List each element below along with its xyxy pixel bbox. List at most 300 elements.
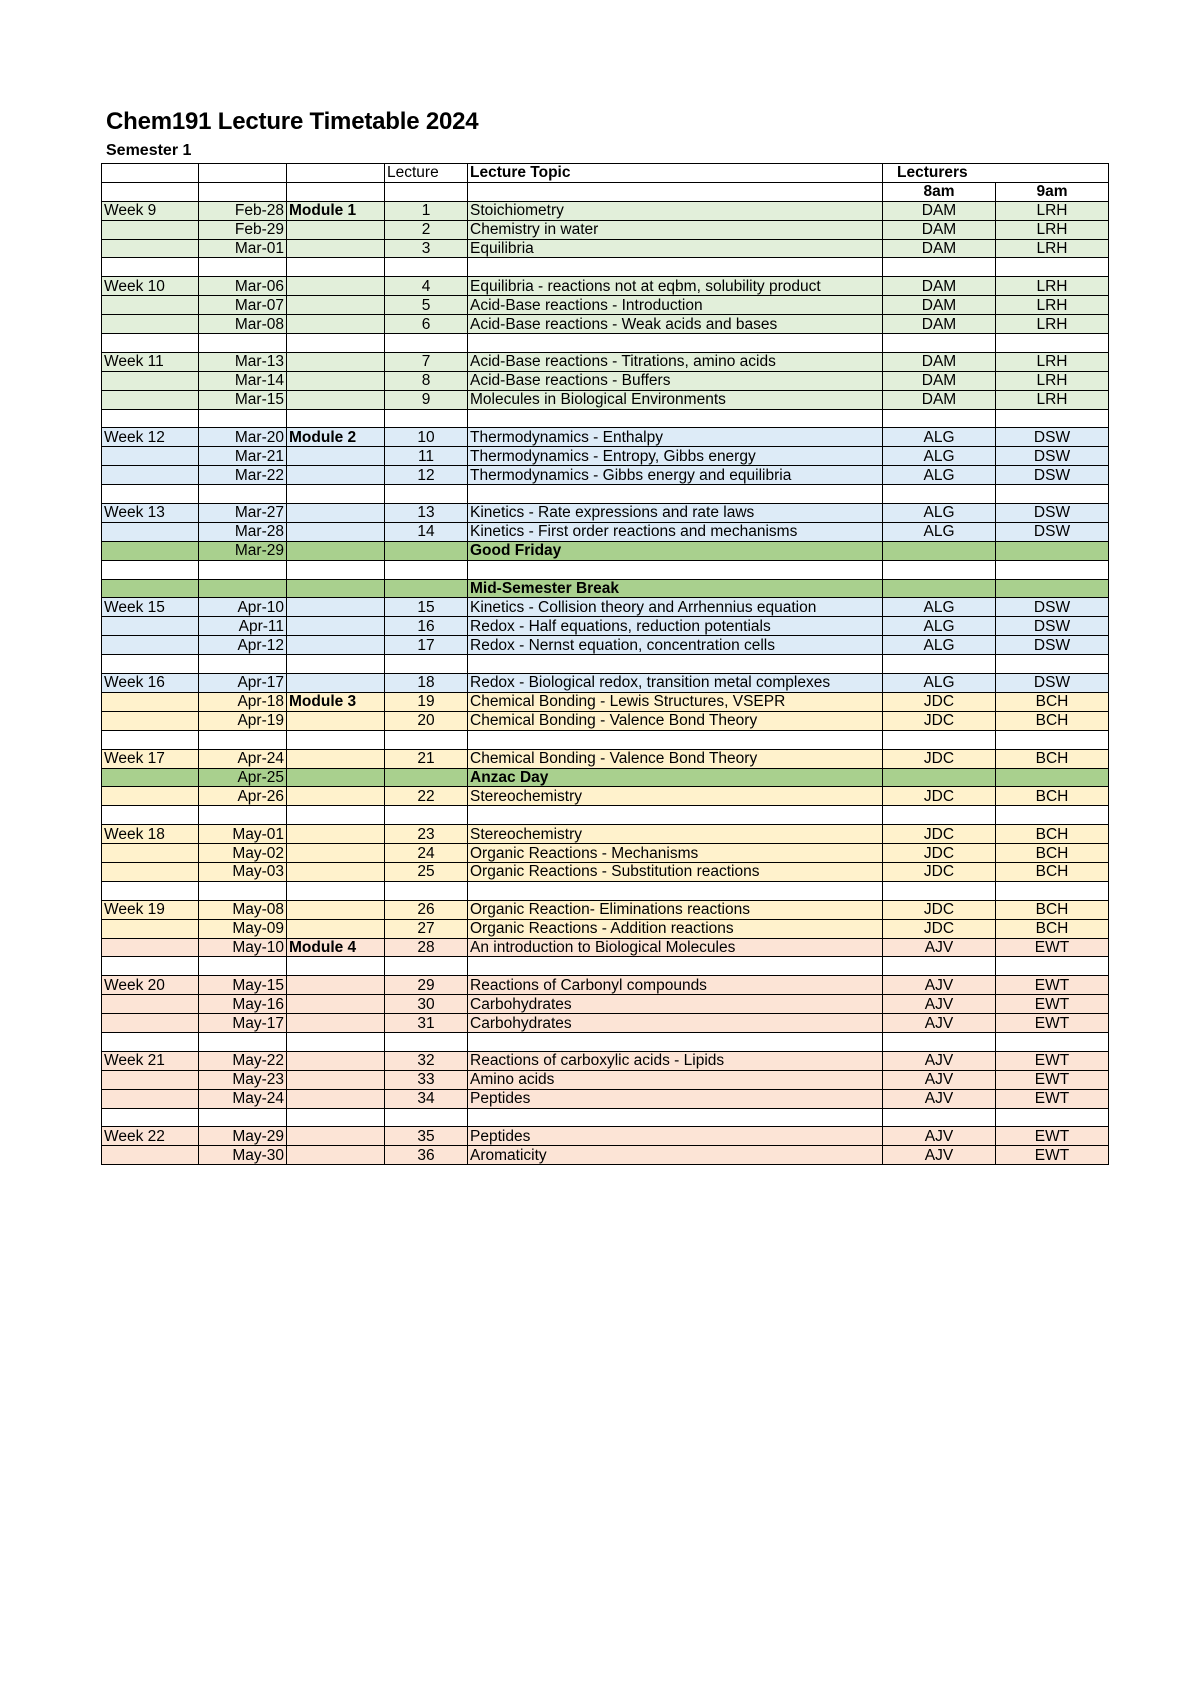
lecture-number-cell: 14 <box>385 522 468 541</box>
empty-cell <box>385 560 468 579</box>
lecturer-9am-cell: LRH <box>996 315 1109 334</box>
subheader-row <box>102 182 1109 201</box>
lecturer-8am-cell: ALG <box>883 674 996 693</box>
lecturer-8am-cell: ALG <box>883 522 996 541</box>
lecture-row <box>102 711 1109 730</box>
empty-cell <box>102 1108 199 1127</box>
empty-cell <box>199 409 287 428</box>
lecture-row <box>102 674 1109 693</box>
topic-cell: Peptides <box>468 1089 883 1108</box>
module-cell <box>287 466 385 485</box>
lecturer-8am-cell: DAM <box>883 201 996 220</box>
lecturer-8am-cell: ALG <box>883 598 996 617</box>
lecture-number-cell: 10 <box>385 428 468 447</box>
lecture-row <box>102 938 1109 957</box>
empty-cell <box>385 1108 468 1127</box>
lecturer-8am-cell: ALG <box>883 466 996 485</box>
header-lecturers: Lecturers <box>883 164 1109 183</box>
week-cell <box>102 844 199 863</box>
lecture-number-cell: 13 <box>385 504 468 523</box>
week-cell <box>102 579 199 598</box>
topic-cell: Carbohydrates <box>468 1014 883 1033</box>
lecture-row <box>102 787 1109 806</box>
date-cell: Mar-27 <box>199 504 287 523</box>
empty-cell <box>468 730 883 749</box>
lecture-number-cell: 18 <box>385 674 468 693</box>
lecturer-8am-cell: DAM <box>883 371 996 390</box>
empty-cell <box>287 1032 385 1051</box>
lecturer-8am-cell: JDC <box>883 900 996 919</box>
lecturer-8am-cell: DAM <box>883 352 996 371</box>
module-cell <box>287 862 385 881</box>
week-cell <box>102 636 199 655</box>
header-cell-empty <box>199 182 287 201</box>
lecture-row <box>102 919 1109 938</box>
lecturer-9am-cell: DSW <box>996 504 1109 523</box>
lecturer-9am-cell: DSW <box>996 428 1109 447</box>
lecture-number-cell: 23 <box>385 825 468 844</box>
topic-cell: An introduction to Biological Molecules <box>468 938 883 957</box>
empty-cell <box>996 957 1109 976</box>
lecturer-8am-cell: DAM <box>883 315 996 334</box>
week-cell: Week 13 <box>102 504 199 523</box>
empty-cell <box>883 485 996 504</box>
lecture-row <box>102 598 1109 617</box>
empty-cell <box>102 409 199 428</box>
empty-cell <box>385 806 468 825</box>
week-cell: Week 9 <box>102 201 199 220</box>
empty-cell <box>996 730 1109 749</box>
empty-cell <box>287 881 385 900</box>
topic-cell: Aromaticity <box>468 1146 883 1165</box>
week-cell <box>102 919 199 938</box>
lecture-number-cell: 34 <box>385 1089 468 1108</box>
lecturer-9am-cell: DSW <box>996 617 1109 636</box>
module-cell: Module 4 <box>287 938 385 957</box>
lecture-row <box>102 1146 1109 1165</box>
lecture-number-cell <box>385 579 468 598</box>
date-cell: Mar-06 <box>199 277 287 296</box>
week-cell: Week 10 <box>102 277 199 296</box>
empty-cell <box>883 957 996 976</box>
lecturer-9am-cell: EWT <box>996 1089 1109 1108</box>
week-cell <box>102 617 199 636</box>
lecture-row <box>102 1089 1109 1108</box>
module-cell <box>287 844 385 863</box>
date-cell: Mar-22 <box>199 466 287 485</box>
lecture-number-cell: 31 <box>385 1014 468 1033</box>
lecture-row <box>102 995 1109 1014</box>
topic-cell: Redox - Biological redox, transition metal complexes <box>468 674 883 693</box>
empty-cell <box>102 730 199 749</box>
date-cell: Mar-07 <box>199 296 287 315</box>
empty-cell <box>883 1108 996 1127</box>
module-cell <box>287 220 385 239</box>
lecturer-9am-cell <box>996 579 1109 598</box>
lecturer-8am-cell: ALG <box>883 617 996 636</box>
header-slot-9am: 9am <box>996 182 1109 201</box>
lecturer-9am-cell: LRH <box>996 296 1109 315</box>
empty-cell <box>883 560 996 579</box>
lecture-number-cell: 28 <box>385 938 468 957</box>
empty-cell <box>468 560 883 579</box>
empty-cell <box>996 334 1109 353</box>
lecture-number-cell: 15 <box>385 598 468 617</box>
empty-cell <box>102 560 199 579</box>
empty-cell <box>468 258 883 277</box>
empty-cell <box>883 258 996 277</box>
spacer-row <box>102 881 1109 900</box>
empty-cell <box>287 1108 385 1127</box>
module-cell <box>287 352 385 371</box>
lecturer-9am-cell: LRH <box>996 390 1109 409</box>
spacer-row <box>102 485 1109 504</box>
spacer-row <box>102 409 1109 428</box>
date-cell: Apr-19 <box>199 711 287 730</box>
empty-cell <box>199 655 287 674</box>
empty-cell <box>468 1032 883 1051</box>
empty-cell <box>468 1108 883 1127</box>
date-cell: Feb-28 <box>199 201 287 220</box>
lecture-number-cell <box>385 768 468 787</box>
topic-cell: Amino acids <box>468 1070 883 1089</box>
date-cell: Apr-24 <box>199 749 287 768</box>
lecture-number-cell: 25 <box>385 862 468 881</box>
page-title: Chem191 Lecture Timetable 2024 <box>106 108 479 135</box>
lecture-row <box>102 862 1109 881</box>
lecturer-9am-cell: BCH <box>996 862 1109 881</box>
lecturer-9am-cell: EWT <box>996 1051 1109 1070</box>
lecturer-8am-cell: DAM <box>883 239 996 258</box>
topic-cell: Carbohydrates <box>468 995 883 1014</box>
module-cell: Module 3 <box>287 692 385 711</box>
lecture-row <box>102 1014 1109 1033</box>
topic-cell: Stereochemistry <box>468 825 883 844</box>
lecturer-8am-cell: AJV <box>883 1051 996 1070</box>
date-cell: Apr-25 <box>199 768 287 787</box>
module-cell <box>287 447 385 466</box>
empty-cell <box>385 334 468 353</box>
lecturer-9am-cell: EWT <box>996 938 1109 957</box>
lecturer-8am-cell: JDC <box>883 825 996 844</box>
module-cell <box>287 617 385 636</box>
empty-cell <box>287 485 385 504</box>
header-cell-empty <box>468 182 883 201</box>
module-cell <box>287 579 385 598</box>
lecture-number-cell <box>385 541 468 560</box>
lecturer-8am-cell: AJV <box>883 1014 996 1033</box>
topic-cell: Anzac Day <box>468 768 883 787</box>
holiday-row <box>102 768 1109 787</box>
spacer-row <box>102 334 1109 353</box>
lecture-row <box>102 692 1109 711</box>
lecturer-8am-cell: AJV <box>883 1070 996 1089</box>
lecture-number-cell: 35 <box>385 1127 468 1146</box>
empty-cell <box>199 957 287 976</box>
topic-cell: Reactions of Carbonyl compounds <box>468 976 883 995</box>
lecture-row <box>102 1127 1109 1146</box>
module-cell <box>287 674 385 693</box>
empty-cell <box>385 881 468 900</box>
module-cell <box>287 1051 385 1070</box>
empty-cell <box>287 560 385 579</box>
semester-label: Semester 1 <box>106 142 192 159</box>
date-cell <box>199 579 287 598</box>
module-cell <box>287 976 385 995</box>
week-cell: Week 22 <box>102 1127 199 1146</box>
topic-cell: Peptides <box>468 1127 883 1146</box>
empty-cell <box>883 730 996 749</box>
date-cell: Mar-01 <box>199 239 287 258</box>
lecture-number-cell: 4 <box>385 277 468 296</box>
week-cell <box>102 1014 199 1033</box>
empty-cell <box>385 957 468 976</box>
lecturer-9am-cell: EWT <box>996 1070 1109 1089</box>
lecture-number-cell: 29 <box>385 976 468 995</box>
module-cell <box>287 995 385 1014</box>
empty-cell <box>468 334 883 353</box>
empty-cell <box>287 334 385 353</box>
spacer-row <box>102 1108 1109 1127</box>
spacer-row <box>102 655 1109 674</box>
lecture-row <box>102 315 1109 334</box>
timetable <box>101 163 1109 1165</box>
lecturer-9am-cell: BCH <box>996 919 1109 938</box>
empty-cell <box>996 258 1109 277</box>
topic-cell: Organic Reactions - Mechanisms <box>468 844 883 863</box>
holiday-row <box>102 579 1109 598</box>
topic-cell: Chemistry in water <box>468 220 883 239</box>
date-cell: Feb-29 <box>199 220 287 239</box>
empty-cell <box>385 730 468 749</box>
date-cell: Mar-29 <box>199 541 287 560</box>
date-cell: May-15 <box>199 976 287 995</box>
module-cell <box>287 900 385 919</box>
lecture-row <box>102 371 1109 390</box>
lecturer-8am-cell: JDC <box>883 711 996 730</box>
week-cell <box>102 862 199 881</box>
empty-cell <box>385 655 468 674</box>
empty-cell <box>385 409 468 428</box>
lecture-row <box>102 825 1109 844</box>
lecture-number-cell: 16 <box>385 617 468 636</box>
date-cell: May-17 <box>199 1014 287 1033</box>
empty-cell <box>199 881 287 900</box>
module-cell <box>287 711 385 730</box>
topic-cell: Good Friday <box>468 541 883 560</box>
empty-cell <box>468 485 883 504</box>
topic-cell: Acid-Base reactions - Weak acids and bases <box>468 315 883 334</box>
lecturer-8am-cell: ALG <box>883 504 996 523</box>
lecturer-8am-cell: JDC <box>883 692 996 711</box>
module-cell <box>287 390 385 409</box>
lecturer-9am-cell: BCH <box>996 711 1109 730</box>
lecture-number-cell: 3 <box>385 239 468 258</box>
lecture-row <box>102 428 1109 447</box>
lecture-row <box>102 277 1109 296</box>
lecturer-8am-cell: AJV <box>883 976 996 995</box>
topic-cell: Acid-Base reactions - Buffers <box>468 371 883 390</box>
week-cell: Week 12 <box>102 428 199 447</box>
topic-cell: Chemical Bonding - Valence Bond Theory <box>468 749 883 768</box>
week-cell <box>102 1089 199 1108</box>
lecturer-8am-cell <box>883 768 996 787</box>
date-cell: Apr-26 <box>199 787 287 806</box>
lecture-row <box>102 201 1109 220</box>
topic-cell: Kinetics - First order reactions and mechanisms <box>468 522 883 541</box>
lecture-number-cell: 21 <box>385 749 468 768</box>
module-cell <box>287 239 385 258</box>
lecture-number-cell: 32 <box>385 1051 468 1070</box>
week-cell <box>102 522 199 541</box>
lecturer-9am-cell: LRH <box>996 277 1109 296</box>
lecturer-9am-cell <box>996 541 1109 560</box>
empty-cell <box>102 1032 199 1051</box>
empty-cell <box>102 881 199 900</box>
empty-cell <box>287 655 385 674</box>
empty-cell <box>102 334 199 353</box>
empty-cell <box>468 806 883 825</box>
date-cell: May-01 <box>199 825 287 844</box>
lecture-number-cell: 8 <box>385 371 468 390</box>
empty-cell <box>287 258 385 277</box>
topic-cell: Mid-Semester Break <box>468 579 883 598</box>
lecture-number-cell: 2 <box>385 220 468 239</box>
week-cell <box>102 296 199 315</box>
lecturer-8am-cell: JDC <box>883 787 996 806</box>
lecture-number-cell: 30 <box>385 995 468 1014</box>
lecturer-8am-cell <box>883 579 996 598</box>
topic-cell: Thermodynamics - Entropy, Gibbs energy <box>468 447 883 466</box>
week-cell <box>102 371 199 390</box>
lecturer-9am-cell: BCH <box>996 692 1109 711</box>
lecture-number-cell: 27 <box>385 919 468 938</box>
lecturer-9am-cell: BCH <box>996 825 1109 844</box>
empty-cell <box>199 806 287 825</box>
week-cell: Week 18 <box>102 825 199 844</box>
lecturer-9am-cell: LRH <box>996 201 1109 220</box>
lecturer-9am-cell: DSW <box>996 466 1109 485</box>
module-cell <box>287 1014 385 1033</box>
lecture-row <box>102 617 1109 636</box>
empty-cell <box>385 485 468 504</box>
module-cell <box>287 504 385 523</box>
empty-cell <box>199 485 287 504</box>
lecture-row <box>102 447 1109 466</box>
week-cell <box>102 787 199 806</box>
empty-cell <box>102 258 199 277</box>
lecturer-8am-cell: AJV <box>883 938 996 957</box>
module-cell <box>287 749 385 768</box>
empty-cell <box>287 957 385 976</box>
empty-cell <box>996 485 1109 504</box>
lecture-row <box>102 1070 1109 1089</box>
date-cell: May-02 <box>199 844 287 863</box>
week-cell <box>102 466 199 485</box>
lecturer-9am-cell: DSW <box>996 674 1109 693</box>
week-cell <box>102 1146 199 1165</box>
lecture-row <box>102 749 1109 768</box>
week-cell <box>102 541 199 560</box>
date-cell: May-08 <box>199 900 287 919</box>
lecture-number-cell: 19 <box>385 692 468 711</box>
week-cell <box>102 995 199 1014</box>
spacer-row <box>102 957 1109 976</box>
empty-cell <box>883 881 996 900</box>
module-cell <box>287 768 385 787</box>
lecture-number-cell: 33 <box>385 1070 468 1089</box>
empty-cell <box>199 334 287 353</box>
lecturer-9am-cell: LRH <box>996 352 1109 371</box>
lecturer-9am-cell: EWT <box>996 1127 1109 1146</box>
lecturer-9am-cell: BCH <box>996 844 1109 863</box>
week-cell: Week 15 <box>102 598 199 617</box>
header-cell-empty <box>102 182 199 201</box>
lecturer-8am-cell: DAM <box>883 220 996 239</box>
topic-cell: Equilibria - reactions not at eqbm, solubility product <box>468 277 883 296</box>
empty-cell <box>996 806 1109 825</box>
week-cell: Week 11 <box>102 352 199 371</box>
spacer-row <box>102 258 1109 277</box>
lecture-number-cell: 17 <box>385 636 468 655</box>
topic-cell: Redox - Half equations, reduction potentials <box>468 617 883 636</box>
lecturer-9am-cell: LRH <box>996 239 1109 258</box>
holiday-row <box>102 541 1109 560</box>
lecturer-8am-cell: ALG <box>883 636 996 655</box>
empty-cell <box>996 560 1109 579</box>
lecture-row <box>102 390 1109 409</box>
empty-cell <box>199 730 287 749</box>
lecturer-8am-cell: ALG <box>883 447 996 466</box>
lecture-row <box>102 844 1109 863</box>
empty-cell <box>287 730 385 749</box>
empty-cell <box>102 806 199 825</box>
date-cell: May-29 <box>199 1127 287 1146</box>
lecture-row <box>102 220 1109 239</box>
lecture-row <box>102 504 1109 523</box>
topic-cell: Chemical Bonding - Valence Bond Theory <box>468 711 883 730</box>
module-cell <box>287 1146 385 1165</box>
date-cell: May-30 <box>199 1146 287 1165</box>
header-row <box>102 164 1109 183</box>
lecturer-8am-cell: ALG <box>883 428 996 447</box>
week-cell: Week 16 <box>102 674 199 693</box>
empty-cell <box>199 560 287 579</box>
date-cell: Mar-14 <box>199 371 287 390</box>
module-cell <box>287 598 385 617</box>
lecture-number-cell: 36 <box>385 1146 468 1165</box>
module-cell <box>287 919 385 938</box>
week-cell <box>102 390 199 409</box>
module-cell <box>287 1127 385 1146</box>
topic-cell: Redox - Nernst equation, concentration cells <box>468 636 883 655</box>
lecturer-9am-cell: EWT <box>996 995 1109 1014</box>
spacer-row <box>102 560 1109 579</box>
module-cell <box>287 277 385 296</box>
date-cell: Mar-13 <box>199 352 287 371</box>
topic-cell: Kinetics - Collision theory and Arrhennius equation <box>468 598 883 617</box>
lecture-row <box>102 352 1109 371</box>
empty-cell <box>468 881 883 900</box>
header-slot-8am: 8am <box>883 182 996 201</box>
module-cell <box>287 522 385 541</box>
empty-cell <box>468 957 883 976</box>
lecture-number-cell: 11 <box>385 447 468 466</box>
module-cell: Module 2 <box>287 428 385 447</box>
lecturer-9am-cell: BCH <box>996 900 1109 919</box>
header-lecture: Lecture <box>385 164 468 183</box>
empty-cell <box>883 806 996 825</box>
